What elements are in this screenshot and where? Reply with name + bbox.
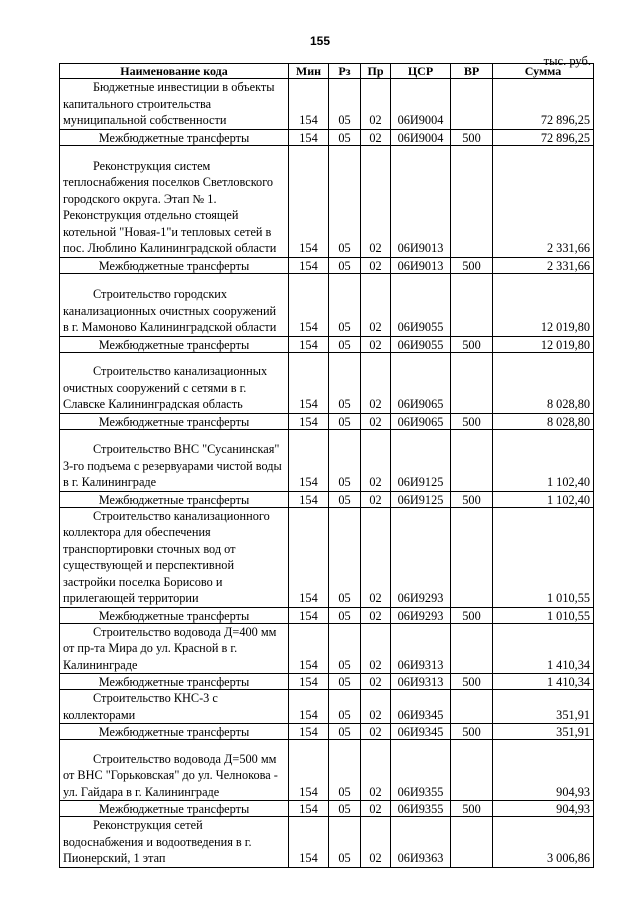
table-row-item [60, 429, 594, 491]
cell-name [60, 413, 289, 429]
cell-min: 154 [289, 674, 329, 690]
cell-sum: 72 896,25 [493, 79, 594, 130]
cell-name [60, 129, 289, 145]
table-row-item [60, 623, 594, 674]
header-csr: ЦСР [391, 64, 451, 79]
cell-vr [451, 79, 493, 130]
cell-rz: 05 [329, 429, 361, 491]
name-line: Реконструкция сетей [93, 818, 203, 832]
name-line: в г. Мамоново Калининградской области [63, 320, 277, 334]
cell-rz: 05 [329, 623, 361, 674]
name-line: очистных сооружений с сетями в г. [63, 380, 247, 395]
cell-min: 154 [289, 690, 329, 724]
name-line: Строительство КНС-3 с [93, 691, 218, 705]
cell-vr: 500 [451, 724, 493, 740]
units-label: тыс. руб. [543, 54, 591, 68]
cell-csr: 06И9345 [391, 690, 451, 724]
cell-sum: 72 896,25 [493, 129, 594, 145]
cell-name [60, 273, 289, 336]
cell-vr: 500 [451, 491, 493, 507]
cell-sum: 3 006,86 [493, 817, 594, 868]
cell-rz: 05 [329, 817, 361, 868]
cell-sum: 12 019,80 [493, 273, 594, 336]
name-line: теплоснабжения поселков Светловского [63, 175, 274, 189]
cell-vr [451, 507, 493, 607]
cell-min: 154 [289, 129, 329, 145]
table-row-transfer [60, 724, 594, 740]
cell-name [60, 724, 289, 740]
name-line: Межбюджетные трансферты [98, 258, 250, 273]
cell-rz: 05 [329, 145, 361, 257]
cell-pr: 02 [361, 623, 391, 674]
name-line: Межбюджетные трансферты [98, 130, 250, 145]
name-line: Межбюджетные трансферты [98, 675, 250, 689]
page-number: 155 [309, 34, 331, 48]
name-line: транспортировки сточных вод от [63, 541, 236, 556]
cell-csr: 06И9355 [391, 801, 451, 817]
name-line: канализационных очистных сооружений [63, 303, 277, 318]
cell-rz: 05 [329, 801, 361, 817]
cell-rz: 05 [329, 129, 361, 145]
cell-sum: 1 102,40 [493, 429, 594, 491]
cell-rz: 05 [329, 413, 361, 429]
cell-csr: 06И9363 [391, 817, 451, 868]
name-line: в г. Калининграде [63, 475, 157, 489]
cell-pr: 02 [361, 336, 391, 352]
cell-name [60, 674, 289, 690]
cell-pr: 02 [361, 145, 391, 257]
cell-rz: 05 [329, 273, 361, 336]
cell-name [60, 145, 289, 257]
name-line: Строительство ВНС "Сусанинская" [93, 442, 280, 456]
name-line: Бюджетные инвестиции в объекты [93, 80, 275, 94]
name-line: Межбюджетные трансферты [98, 725, 250, 739]
cell-rz: 05 [329, 507, 361, 607]
cell-csr: 06И9055 [391, 273, 451, 336]
cell-pr: 02 [361, 507, 391, 607]
cell-rz: 05 [329, 257, 361, 273]
cell-min: 154 [289, 145, 329, 257]
cell-rz: 05 [329, 674, 361, 690]
name-line: коллекторами [63, 707, 136, 722]
cell-sum: 1 010,55 [493, 607, 594, 623]
cell-csr: 06И9013 [391, 145, 451, 257]
cell-min: 154 [289, 336, 329, 352]
cell-sum: 904,93 [493, 740, 594, 801]
cell-name [60, 79, 289, 130]
name-line: Пионерский, 1 этап [63, 851, 166, 865]
name-line: Строительство канализационных [93, 364, 268, 378]
cell-name [60, 607, 289, 623]
cell-csr: 06И9125 [391, 429, 451, 491]
name-line: ул. Гайдара в г. Калининграде [63, 784, 220, 799]
table-row-item [60, 352, 594, 413]
table-row-item [60, 690, 594, 724]
cell-name [60, 257, 289, 273]
name-line: Строительство канализационного [93, 508, 270, 523]
header-name: Наименование кода [60, 64, 289, 79]
cell-name [60, 507, 289, 607]
cell-csr: 06И9345 [391, 724, 451, 740]
name-line: от пр-та Мира до ул. Красной в г. [63, 641, 238, 655]
name-line: пос. Люблино Калининградской области [63, 241, 277, 255]
cell-min: 154 [289, 623, 329, 674]
cell-name [60, 491, 289, 507]
table-row-transfer [60, 801, 594, 817]
name-line: котельной "Новая-1"и тепловых сетей в [63, 224, 272, 239]
cell-pr: 02 [361, 429, 391, 491]
name-line: Межбюджетные трансферты [98, 414, 250, 429]
name-line: Строительство водовода Д=400 мм [93, 624, 277, 639]
table-header-row [60, 64, 594, 79]
header-vr: ВР [451, 64, 493, 79]
cell-vr [451, 352, 493, 413]
cell-vr: 500 [451, 607, 493, 623]
cell-name [60, 801, 289, 817]
cell-min: 154 [289, 273, 329, 336]
cell-sum: 351,91 [493, 724, 594, 740]
cell-vr [451, 817, 493, 868]
name-line: капитального строительства [63, 96, 212, 111]
cell-vr: 500 [451, 674, 493, 690]
cell-sum: 1 410,34 [493, 623, 594, 674]
cell-min: 154 [289, 491, 329, 507]
cell-min: 154 [289, 352, 329, 413]
cell-min: 154 [289, 740, 329, 801]
cell-csr: 06И9293 [391, 607, 451, 623]
table-row-transfer [60, 491, 594, 507]
cell-name [60, 817, 289, 868]
cell-name [60, 740, 289, 801]
cell-vr: 500 [451, 801, 493, 817]
cell-csr: 06И9065 [391, 352, 451, 413]
cell-sum: 904,93 [493, 801, 594, 817]
cell-pr: 02 [361, 740, 391, 801]
name-line: городского округа. Этап № 1. [63, 191, 217, 206]
cell-csr: 06И9065 [391, 413, 451, 429]
cell-sum: 12 019,80 [493, 336, 594, 352]
cell-pr: 02 [361, 273, 391, 336]
header-rz: Рз [329, 64, 361, 79]
table-row-transfer [60, 129, 594, 145]
table-row-transfer [60, 674, 594, 690]
cell-vr: 500 [451, 413, 493, 429]
header-pr: Пр [361, 64, 391, 79]
name-line: Реконструкция систем [93, 158, 211, 173]
cell-csr: 06И9125 [391, 491, 451, 507]
cell-pr: 02 [361, 607, 391, 623]
table-row-item [60, 507, 594, 607]
cell-rz: 05 [329, 607, 361, 623]
cell-pr: 02 [361, 129, 391, 145]
cell-sum: 8 028,80 [493, 352, 594, 413]
cell-pr: 02 [361, 817, 391, 868]
table-row-transfer [60, 413, 594, 429]
budget-table [59, 63, 594, 868]
cell-name [60, 429, 289, 491]
header-min: Мин [289, 64, 329, 79]
cell-pr: 02 [361, 79, 391, 130]
name-line: Межбюджетные трансферты [98, 492, 250, 507]
cell-sum: 1 010,55 [493, 507, 594, 607]
cell-name [60, 352, 289, 413]
cell-rz: 05 [329, 740, 361, 801]
cell-sum: 2 331,66 [493, 257, 594, 273]
cell-vr: 500 [451, 336, 493, 352]
table-row-item [60, 817, 594, 868]
cell-vr [451, 273, 493, 336]
cell-vr: 500 [451, 129, 493, 145]
cell-vr [451, 740, 493, 801]
cell-pr: 02 [361, 352, 391, 413]
cell-rz: 05 [329, 491, 361, 507]
cell-sum: 1 410,34 [493, 674, 594, 690]
name-line: застройки поселка Борисово и [63, 574, 223, 589]
cell-name [60, 336, 289, 352]
cell-csr: 06И9055 [391, 336, 451, 352]
cell-rz: 05 [329, 724, 361, 740]
table-row-transfer [60, 257, 594, 273]
name-line: существующей и перспективной [63, 558, 235, 572]
name-line: Калининграде [63, 657, 138, 672]
table-row-transfer [60, 607, 594, 623]
cell-csr: 06И9004 [391, 79, 451, 130]
name-line: Межбюджетные трансферты [98, 608, 250, 623]
cell-csr: 06И9013 [391, 257, 451, 273]
cell-vr: 500 [451, 257, 493, 273]
name-line: от ВНС "Горьковская" до ул. Челнокова - [63, 768, 278, 782]
cell-min: 154 [289, 79, 329, 130]
table-row-item [60, 79, 594, 130]
cell-csr: 06И9355 [391, 740, 451, 801]
name-line: Межбюджетные трансферты [98, 802, 250, 816]
cell-vr [451, 690, 493, 724]
name-line: 3-го подъема с резервуарами чистой воды [63, 458, 282, 473]
name-line: муниципальной собственности [63, 113, 227, 127]
cell-vr [451, 429, 493, 491]
cell-min: 154 [289, 257, 329, 273]
cell-pr: 02 [361, 674, 391, 690]
cell-rz: 05 [329, 79, 361, 130]
cell-min: 154 [289, 724, 329, 740]
cell-rz: 05 [329, 352, 361, 413]
cell-rz: 05 [329, 336, 361, 352]
name-line: водоснабжения и водоотведения в г. [63, 834, 252, 849]
cell-min: 154 [289, 801, 329, 817]
cell-vr [451, 623, 493, 674]
name-line: коллектора для обеспечения [63, 525, 211, 539]
cell-pr: 02 [361, 413, 391, 429]
name-line: Строительство водовода Д=500 мм [93, 751, 277, 766]
name-line: Межбюджетные трансферты [98, 337, 250, 352]
cell-min: 154 [289, 507, 329, 607]
header-sum: Сумма [493, 64, 594, 79]
table-row-item [60, 273, 594, 336]
cell-csr: 06И9293 [391, 507, 451, 607]
cell-csr: 06И9313 [391, 674, 451, 690]
cell-csr: 06И9004 [391, 129, 451, 145]
name-line: прилегающей территории [63, 591, 199, 605]
table-row-item [60, 145, 594, 257]
cell-sum: 8 028,80 [493, 413, 594, 429]
name-line: Строительство городских [93, 287, 228, 301]
cell-sum: 1 102,40 [493, 491, 594, 507]
cell-vr [451, 145, 493, 257]
cell-pr: 02 [361, 690, 391, 724]
cell-name [60, 690, 289, 724]
cell-name [60, 623, 289, 674]
cell-pr: 02 [361, 491, 391, 507]
cell-min: 154 [289, 817, 329, 868]
table-row-item [60, 740, 594, 801]
cell-pr: 02 [361, 257, 391, 273]
cell-min: 154 [289, 607, 329, 623]
cell-rz: 05 [329, 690, 361, 724]
table-row-transfer [60, 336, 594, 352]
cell-pr: 02 [361, 724, 391, 740]
cell-min: 154 [289, 429, 329, 491]
cell-sum: 2 331,66 [493, 145, 594, 257]
cell-pr: 02 [361, 801, 391, 817]
name-line: Славске Калининградская область [63, 397, 243, 411]
cell-csr: 06И9313 [391, 623, 451, 674]
cell-min: 154 [289, 413, 329, 429]
name-line: Реконструкция отдельно стоящей [63, 208, 239, 222]
cell-sum: 351,91 [493, 690, 594, 724]
